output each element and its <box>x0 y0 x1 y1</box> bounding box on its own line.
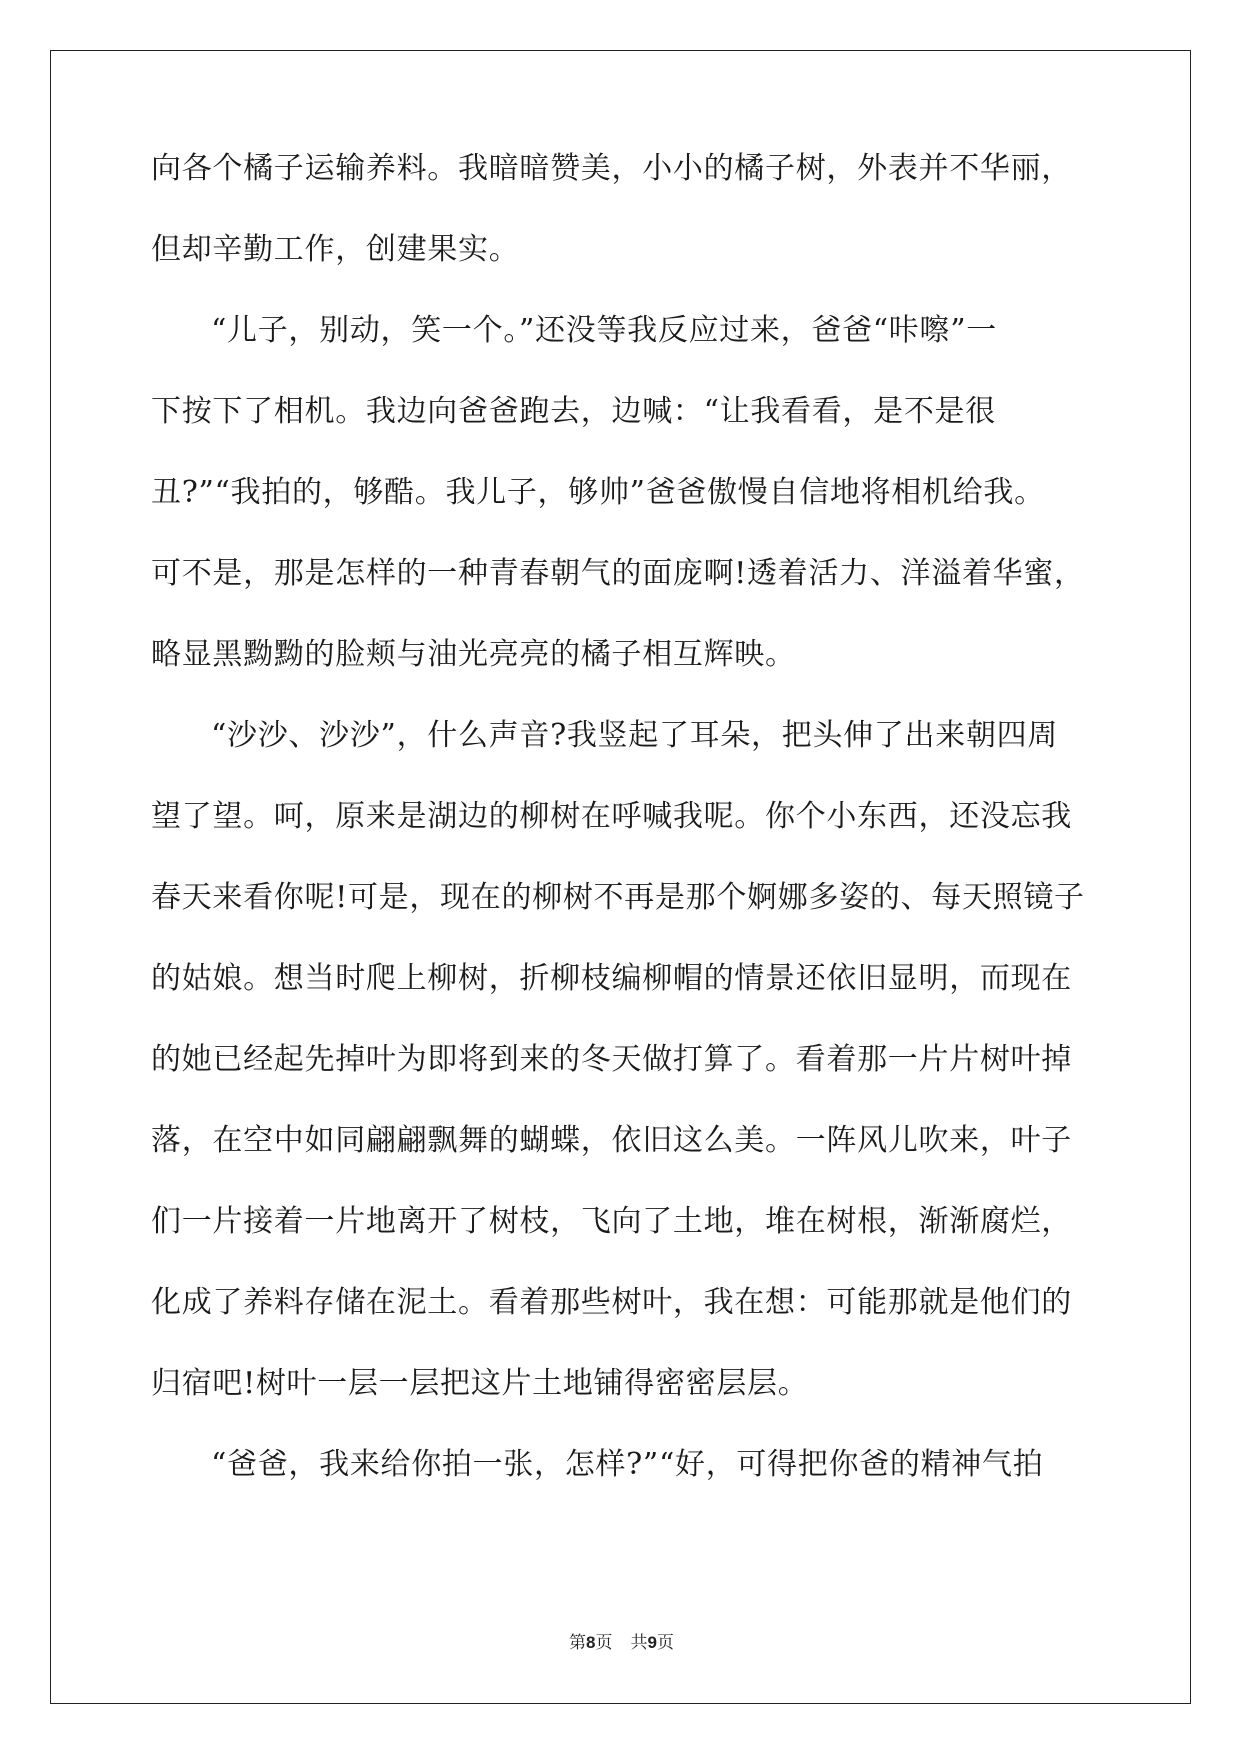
text-line: 春天来看你呢!可是，现在的柳树不再是那个婀娜多姿的、每天照镜子 <box>151 880 1085 915</box>
text-line: “爸爸，我来给你拍一张，怎样?”“好，可得把你爸的精神气拍 <box>211 1447 1044 1482</box>
text-line: 向各个橘子运输养料。我暗暗赞美，小小的橘子树，外表并不华丽， <box>151 151 1072 186</box>
current-page-number: 8 <box>586 1633 596 1652</box>
document-body <box>151 128 1136 1505</box>
text-line: 下按下了相机。我边向爸爸跑去，边喊：“让我看看，是不是很 <box>151 394 996 429</box>
text-line: 丑?”“我拍的，够酷。我儿子，够帅”爸爸傲慢自信地将相机给我。 <box>151 475 1045 510</box>
text-line: 归宿吧!树叶一层一层把这片土地铺得密密层层。 <box>151 1366 809 1401</box>
text-line: 但却辛勤工作，创建果实。 <box>151 232 520 267</box>
footer-total-suffix: 页 <box>656 1633 674 1653</box>
text-line: “沙沙、沙沙”，什么声音?我竖起了耳朵，把头伸了出来朝四周 <box>211 718 1059 753</box>
footer-current-prefix: 第 <box>569 1633 587 1653</box>
text-line: “儿子，别动，笑一个。”还没等我反应过来，爸爸“咔嚓”一 <box>211 313 997 348</box>
footer-total-prefix: 共 <box>630 1633 648 1653</box>
text-line: 的她已经起先掉叶为即将到来的冬天做打算了。看着那一片片树叶掉 <box>151 1042 1072 1077</box>
text-line: 可不是，那是怎样的一种青春朝气的面庞啊!透着活力、洋溢着华蜜， <box>151 556 1085 591</box>
text-line: 们一片接着一片地离开了树枝，飞向了土地，堆在树根，渐渐腐烂， <box>151 1204 1072 1239</box>
footer-current-suffix: 页 <box>595 1633 613 1653</box>
total-page-number: 9 <box>647 1633 657 1652</box>
text-line: 略显黑黝黝的脸颊与油光亮亮的橘子相互辉映。 <box>151 637 796 672</box>
text-line: 落，在空中如同翩翩飘舞的蝴蝶，依旧这么美。一阵风儿吹来，叶子 <box>151 1123 1072 1158</box>
text-line: 望了望。呵，原来是湖边的柳树在呼喊我呢。你个小东西，还没忘我 <box>151 799 1072 834</box>
text-line: 化成了养料存储在泥土。看着那些树叶，我在想：可能那就是他们的 <box>151 1285 1072 1320</box>
text-line: 的姑娘。想当时爬上柳树，折柳枝编柳帽的情景还依旧显明，而现在 <box>151 961 1072 996</box>
page-frame <box>50 50 1191 1704</box>
page-footer <box>51 1628 1192 1653</box>
